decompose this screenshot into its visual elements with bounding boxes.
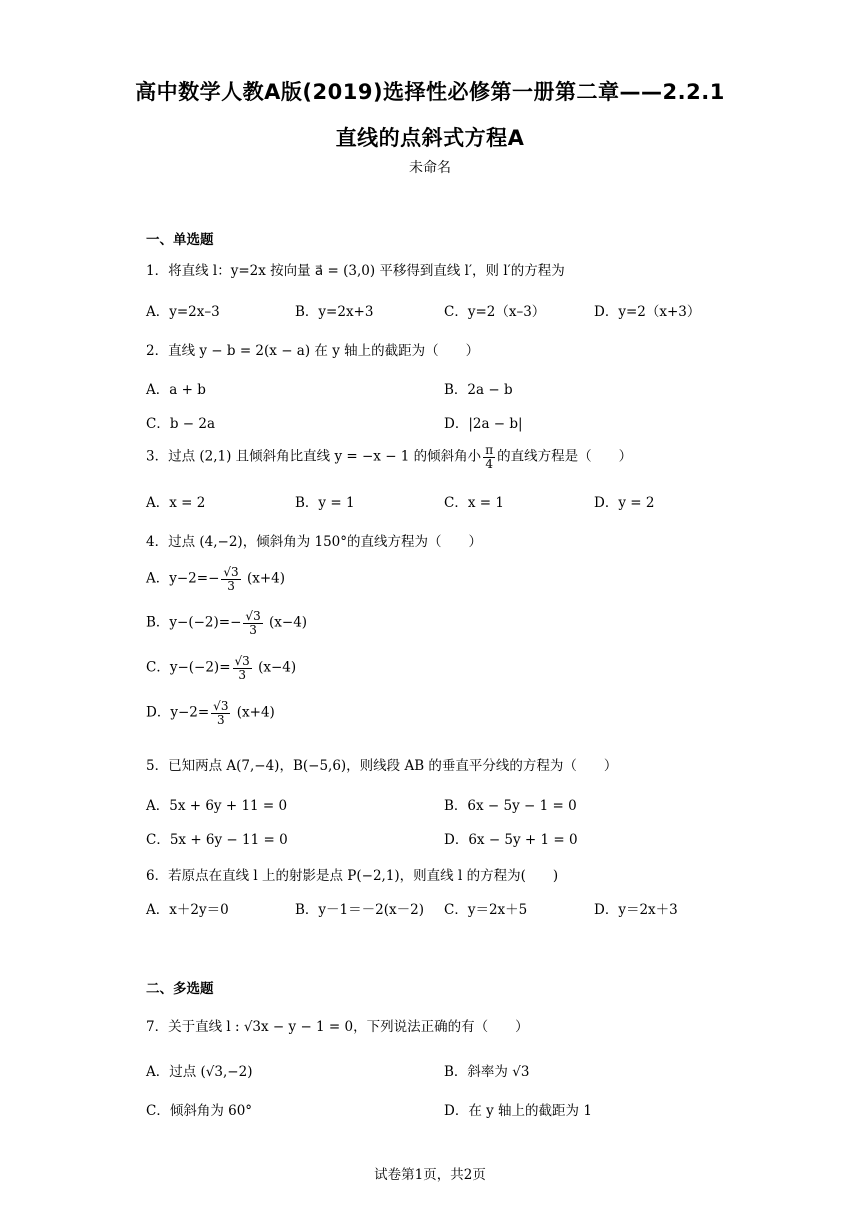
question-7-option-b: B．斜率为 √3 (444, 1064, 530, 1080)
fraction-numerator: √3 (245, 609, 261, 623)
question-3-option-d: D．y = 2 (594, 495, 655, 511)
page-title-line1: 高中数学人教A版(2019)选择性必修第一册第二章——2.2.1 (135, 80, 725, 104)
option-c-rhs: (x−4) (258, 659, 297, 676)
question-3-option-a: A．x = 2 (146, 495, 206, 511)
fraction-denominator: 4 (485, 456, 493, 471)
fraction-numerator: π (485, 443, 494, 457)
question-5-option-a: A．5x + 6y + 11 = 0 (146, 798, 288, 814)
fraction-denominator: 3 (216, 712, 225, 727)
question-6-option-b: B．y－1＝－2(x－2) (295, 902, 424, 918)
page-footer: 试卷第1页，共2页 (374, 1167, 486, 1183)
question-1-stem: 1．将直线 l：y=2x 按向量 a⃗ = (3,0) 平移得到直线 l′，则 l′的方程为 (146, 263, 565, 279)
question-1-option-d: D．y=2（x+3） (594, 304, 701, 320)
question-3-stem (146, 444, 632, 470)
option-d-lhs: D．y−2= (146, 704, 210, 721)
fraction-denominator: 3 (227, 578, 235, 593)
option-c-lhs: C．y−(−2)= (146, 659, 231, 676)
question-3-fraction (483, 444, 495, 470)
question-3-option-b: B．y = 1 (295, 495, 355, 511)
sqrt3-over-3-fraction (221, 566, 240, 592)
question-7-option-a: A．过点 (√3,−2) (146, 1064, 253, 1080)
question-3-stem-post: 的直线方程是（ ） (497, 448, 633, 465)
option-a-lhs: A．y−2=− (146, 570, 220, 587)
question-5-option-d: D．6x − 5y + 1 = 0 (444, 832, 578, 848)
question-4-option-d (146, 700, 275, 726)
question-7-option-d: D．在 y 轴上的截距为 1 (444, 1103, 592, 1119)
question-6-stem: 6．若原点在直线 l 上的射影是点 P(−2,1)，则直线 l 的方程为( ) (146, 868, 559, 884)
fraction-numerator: √3 (234, 654, 250, 668)
fraction-numerator: √3 (213, 699, 229, 713)
question-5-option-c: C．5x + 6y − 11 = 0 (146, 832, 288, 848)
question-7-stem: 7．关于直线 l : √3x − y − 1 = 0，下列说法正确的有（ ） (146, 1019, 529, 1035)
sqrt3-over-3-fraction (243, 610, 262, 636)
fraction-denominator: 3 (249, 622, 257, 637)
question-3-option-c: C．x = 1 (444, 495, 504, 511)
question-1-option-a: A．y=2x–3 (146, 304, 220, 320)
page-title-line2: 直线的点斜式方程A (335, 126, 525, 150)
section-heading-single: 一、单选题 (146, 232, 214, 248)
option-d-rhs: (x+4) (236, 704, 275, 721)
question-5-option-b: B．6x − 5y − 1 = 0 (444, 798, 577, 814)
question-2-option-a: A．a + b (146, 382, 206, 398)
question-1-option-c: C．y=2（x–3） (444, 304, 546, 320)
question-2-option-b: B．2a − b (444, 382, 513, 398)
fraction-denominator: 3 (238, 667, 246, 682)
question-4-option-c (146, 655, 296, 681)
option-b-lhs: B．y−(−2)=− (146, 614, 242, 631)
question-3-stem-pre: 3．过点 (2,1) 且倾斜角比直线 y = −x − 1 的倾斜角小 (146, 448, 482, 465)
page-subtitle: 未命名 (409, 160, 451, 176)
question-6-option-d: D．y＝2x＋3 (594, 902, 678, 918)
section-heading-multi: 二、多选题 (146, 981, 214, 997)
question-2-option-c: C．b − 2a (146, 416, 216, 432)
question-2-stem: 2．直线 y − b = 2(x − a) 在 y 轴上的截距为（ ） (146, 343, 480, 359)
question-4-option-b (146, 610, 307, 636)
sqrt3-over-3-fraction (233, 655, 252, 681)
question-2-option-d: D．|2a − b| (444, 416, 523, 432)
fraction-numerator: √3 (223, 565, 239, 579)
option-b-rhs: (x−4) (269, 614, 308, 631)
question-6-option-c: C．y＝2x＋5 (444, 902, 528, 918)
question-4-stem: 4．过点 (4,−2)，倾斜角为 150°的直线方程为（ ） (146, 534, 483, 550)
sqrt3-over-3-fraction (211, 700, 230, 726)
question-5-stem: 5．已知两点 A(7,−4)，B(−5,6)，则线段 AB 的垂直平分线的方程为（ ） (146, 758, 618, 774)
question-1-option-b: B．y=2x+3 (295, 304, 374, 320)
option-a-rhs: (x+4) (246, 570, 286, 587)
question-7-option-c: C．倾斜角为 60° (146, 1103, 253, 1119)
question-4-option-a (146, 566, 285, 592)
question-6-option-a: A．x＋2y＝0 (146, 902, 229, 918)
